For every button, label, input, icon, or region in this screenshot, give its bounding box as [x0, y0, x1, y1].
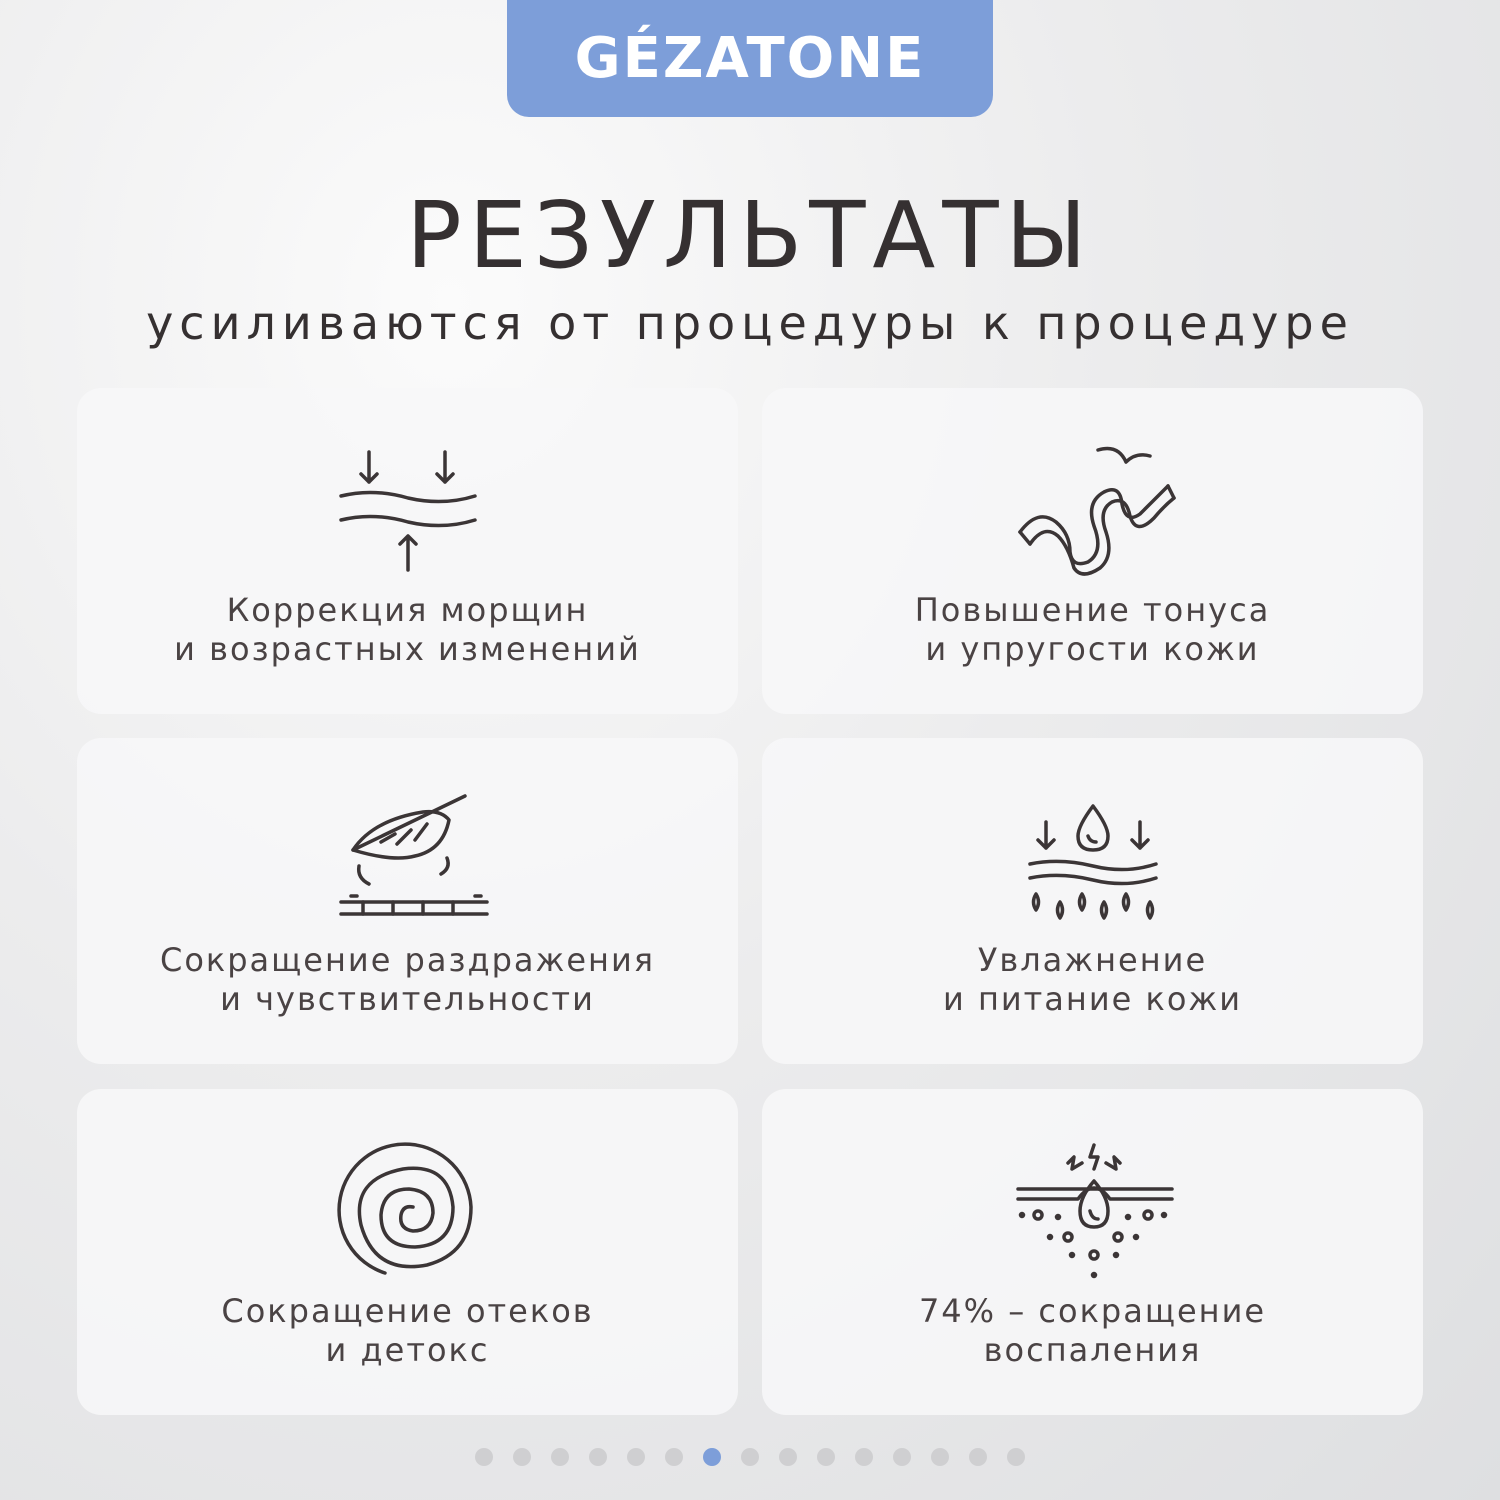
card-label-line2: и возрастных изменений — [174, 630, 641, 668]
card-label-line2: и чувствительности — [220, 980, 595, 1018]
pagination-dot[interactable] — [855, 1448, 873, 1466]
pagination-dot[interactable] — [893, 1448, 911, 1466]
result-card-wrinkles — [77, 388, 738, 714]
pagination-dot[interactable] — [969, 1448, 987, 1466]
pagination-dot[interactable] — [589, 1448, 607, 1466]
pagination-dot-active[interactable] — [703, 1448, 721, 1466]
result-card-hydration — [762, 738, 1423, 1064]
inflammation-icon — [1008, 1141, 1178, 1281]
result-card-inflammation — [762, 1089, 1423, 1415]
card-label-line2: и упругости кожи — [925, 630, 1260, 668]
result-card-tonus — [762, 388, 1423, 714]
spiral-ribbon-icon — [1008, 440, 1178, 580]
pagination-dot[interactable] — [817, 1448, 835, 1466]
card-label-line1: Коррекция морщин — [226, 591, 589, 629]
water-drops-icon — [1008, 790, 1178, 930]
pagination-dot[interactable] — [741, 1448, 759, 1466]
card-label-line2: воспаления — [983, 1331, 1202, 1369]
result-card-irritation — [77, 738, 738, 1064]
pagination-dot[interactable] — [513, 1448, 531, 1466]
spiral-icon — [323, 1141, 493, 1281]
pagination-dot[interactable] — [665, 1448, 683, 1466]
page-title: РЕЗУЛЬТАТЫ — [406, 182, 1094, 289]
card-label-line1: Увлажнение — [977, 941, 1208, 979]
card-label-line1: Повышение тонуса — [914, 591, 1271, 629]
page-subtitle: усиливаются от процедуры к процедуре — [146, 296, 1354, 350]
card-label-line1: Сокращение отеков — [221, 1292, 594, 1330]
pagination-dot[interactable] — [551, 1448, 569, 1466]
pagination-dots — [0, 1448, 1500, 1468]
skin-compress-icon — [323, 440, 493, 580]
pagination-dot[interactable] — [475, 1448, 493, 1466]
card-label-line1: 74% – сокращение — [918, 1292, 1267, 1330]
feather-icon — [323, 790, 493, 930]
result-card-detox — [77, 1089, 738, 1415]
brand-logo: GÉZATONE — [574, 26, 926, 91]
pagination-dot[interactable] — [1007, 1448, 1025, 1466]
card-label-line1: Сокращение раздражения — [159, 941, 656, 979]
card-label-line2: и детокс — [325, 1331, 490, 1369]
card-label-line2: и питание кожи — [942, 980, 1243, 1018]
pagination-dot[interactable] — [779, 1448, 797, 1466]
pagination-dot[interactable] — [931, 1448, 949, 1466]
pagination-dot[interactable] — [627, 1448, 645, 1466]
brand-logo-tab — [507, 0, 993, 117]
